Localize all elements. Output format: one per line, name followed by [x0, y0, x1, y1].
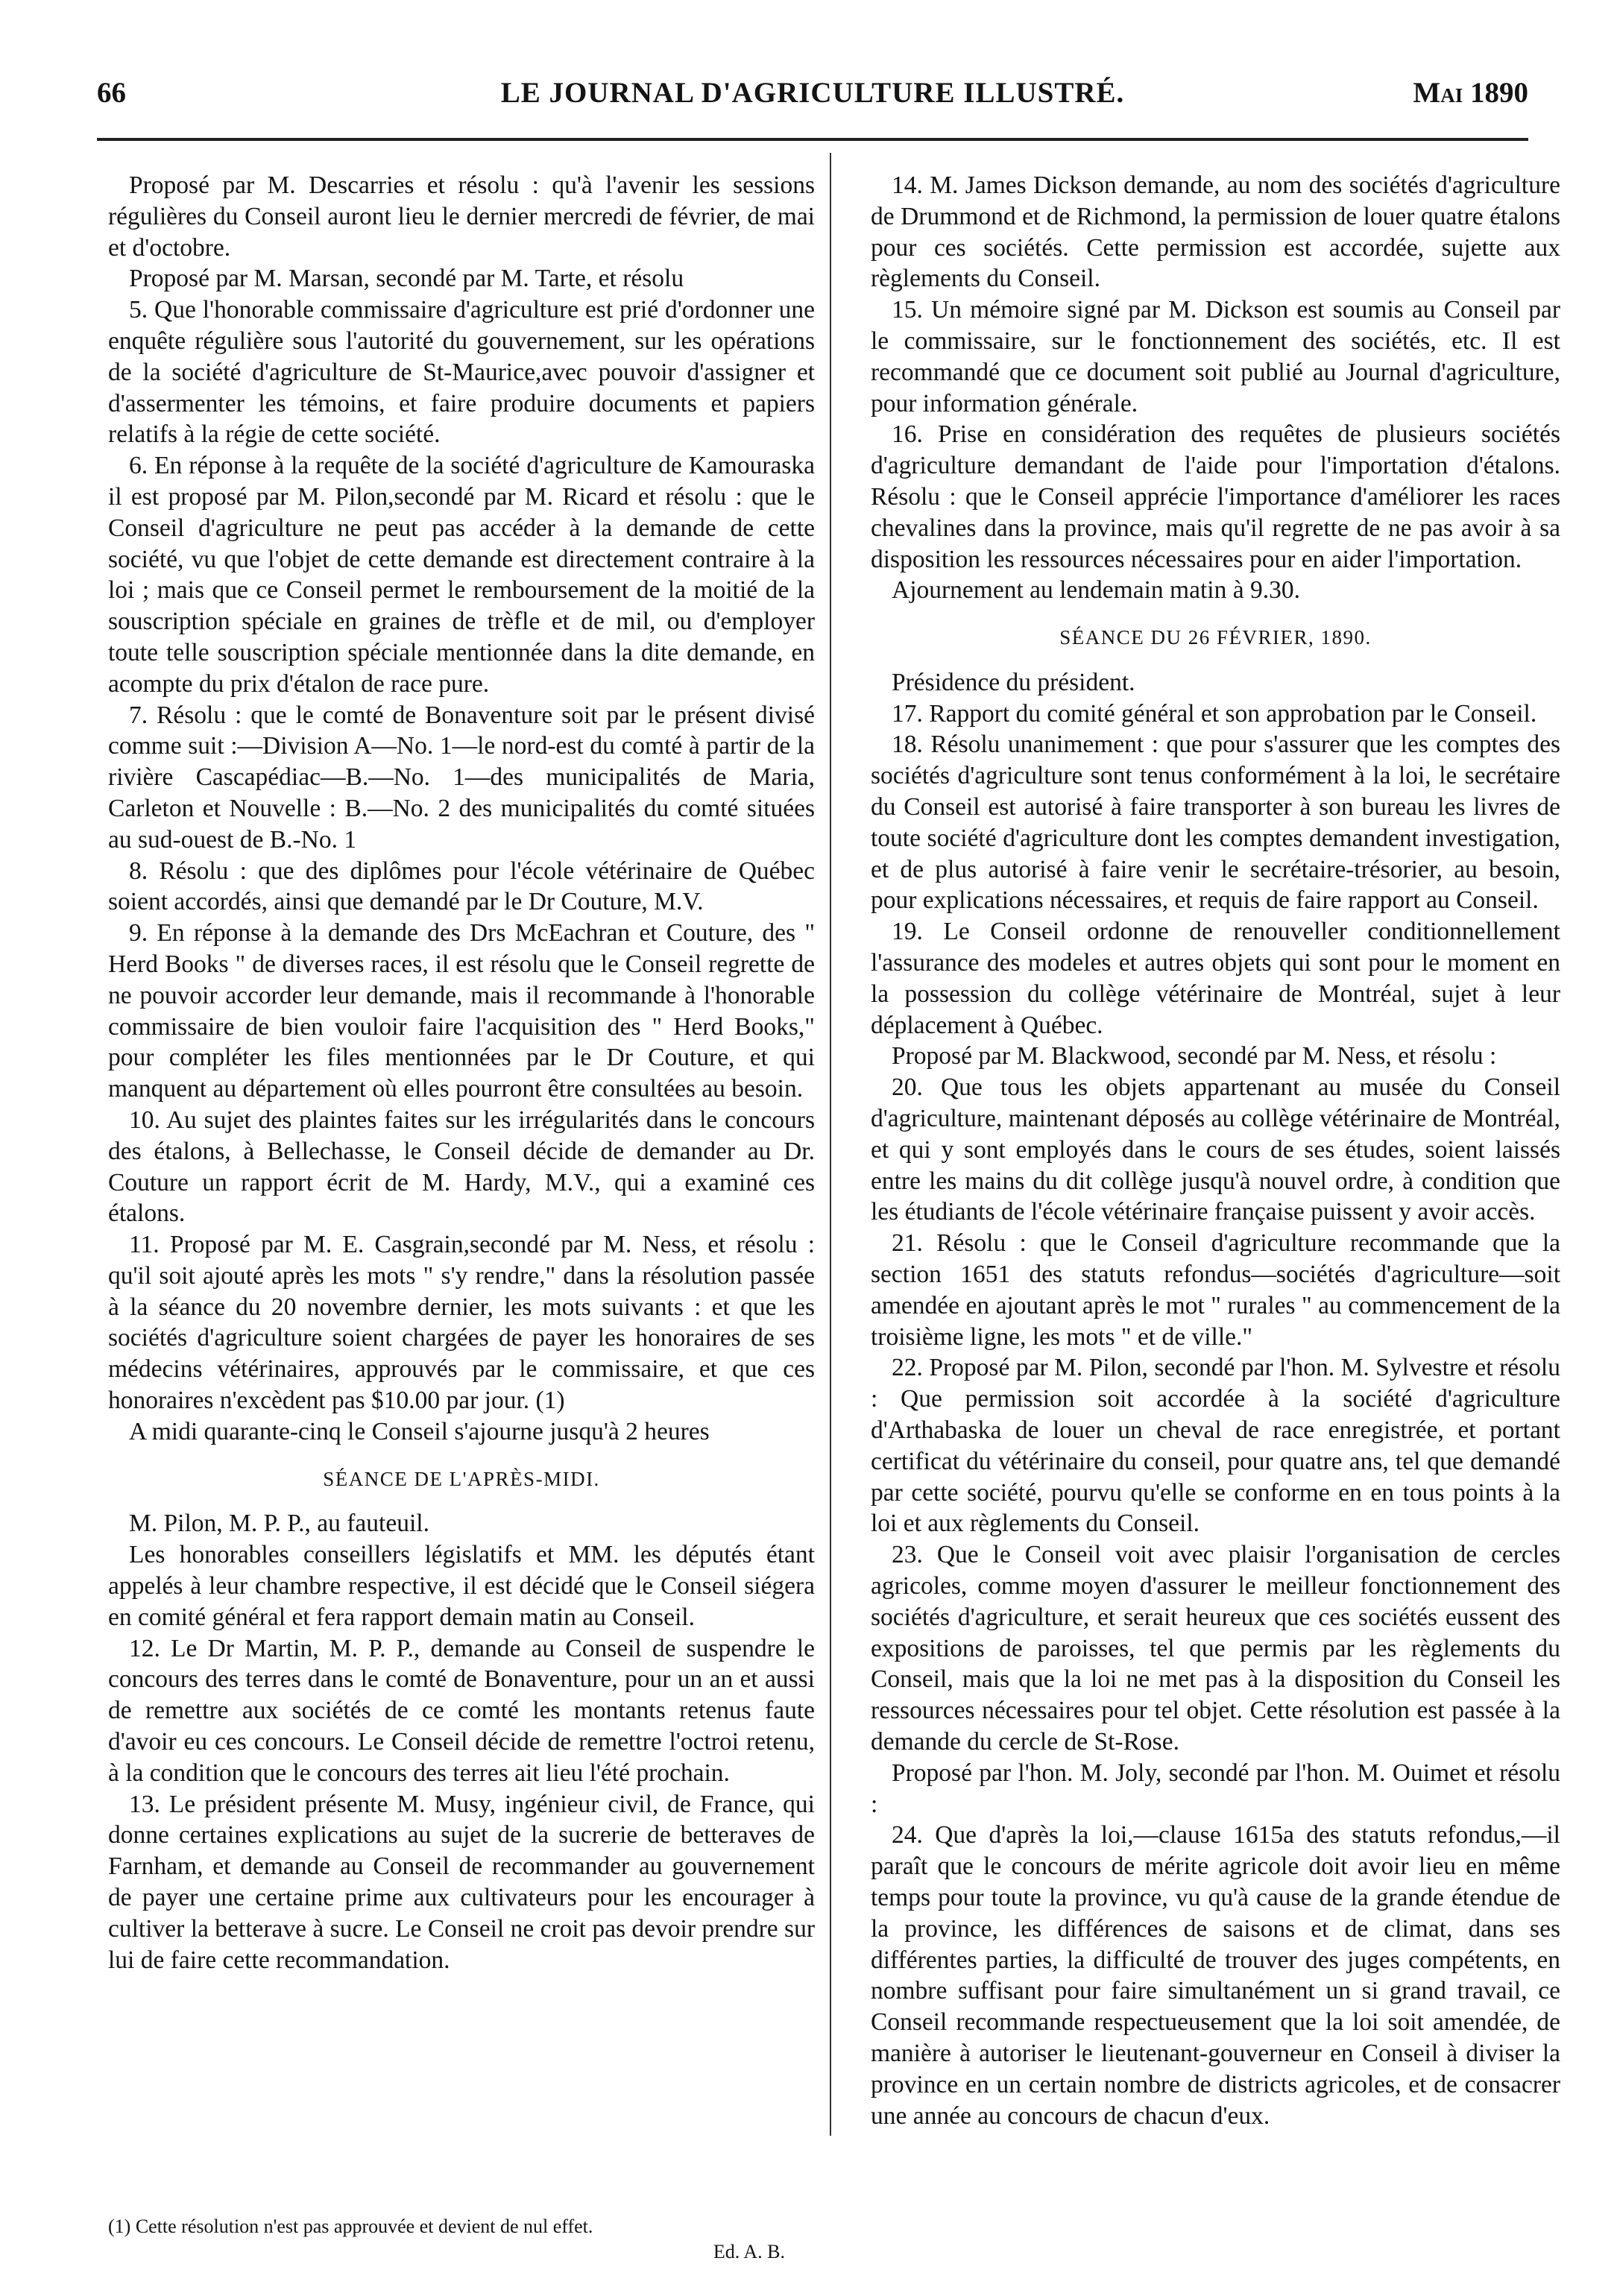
paragraph: 10. Au sujet des plaintes faites sur les irrégularités dans le concours des étalons, à Bellechasse, le Conseil décide de demander au Dr. Couture un rapport écrit de M. Hardy, M.V., qui a examiné ces étalons.	[108, 1106, 815, 1228]
paragraph: 20. Que tous les objets appartenant au musée du Conseil d'agriculture, maintenant déposés au collège vétérinaire de Montréal, et qui y sont employés dans le cours de ses études, soient laissés entre les mains du dit collège jusqu'à nouvel ordre, à condition que les étudiants de l'école vétérinaire française puissent y avoir accès.	[871, 1073, 1560, 1226]
paragraph: 22. Proposé par M. Pilon, secondé par l'hon. M. Sylvestre et résolu : Que permission soit accordée à la société d'agriculture d'Arthabaska de louer un cheval de race enregistrée, et portant certificat du vétérinaire du conseil, pour quatre ans, tel que demandé par cette société, pourvu qu'elle se conforme en en tous points à la loi et aux règlements du Conseil.	[871, 1354, 1560, 1538]
paragraph: 21. Résolu : que le Conseil d'agriculture recommande que la section 1651 des statuts refondus—sociétés d'agriculture—soit amendée en ajoutant après le mot " rurales " au commencement de la troisième ligne, les mots " et de ville."	[871, 1229, 1560, 1351]
paragraph: Les honorables conseillers législatifs et MM. les députés étant appelés à leur chambre respective, il est décidé que le Conseil siégera en comité général et fera rapport demain matin au Conseil.	[108, 1541, 815, 1631]
paragraph: Proposé par M. Blackwood, secondé par M. Ness, et résolu :	[892, 1042, 1497, 1070]
paragraph: 7. Résolu : que le comté de Bonaventure soit par le présent divisé comme suit :—Division A—No. 1—le nord-est du comté à partir de la rivière Cascapédiac—B.—No. 1—des municipalités de Maria, Carleton et Nouvelle : B.—No. 2 des municipalités du comté situées au sud-ouest de B.-No. 1	[108, 701, 815, 854]
section-heading: SÉANCE DU 26 FÉVRIER, 1890.	[1059, 626, 1372, 649]
issue-date: Mai 1890	[1413, 77, 1528, 109]
header-rule	[97, 138, 1528, 141]
page-number: 66	[97, 77, 126, 109]
paragraph: 17. Rapport du comité général et son approbation par le Conseil.	[892, 699, 1537, 728]
paragraph: 15. Un mémoire signé par M. Dickson est soumis au Conseil par le commissaire, sur le fonctionnement des sociétés, etc. Il est recommandé que ce document soit publié au Journal d'agriculture, pour information générale.	[871, 296, 1560, 417]
paragraph: A midi quarante-cinq le Conseil s'ajourne jusqu'à 2 heures	[129, 1417, 710, 1445]
paragraph: Présidence du président.	[892, 668, 1135, 696]
column-divider	[830, 153, 831, 2136]
journal-title: LE JOURNAL D'AGRICULTURE ILLUSTRÉ.	[500, 77, 1125, 109]
editor-signature: Ed. A. B.	[713, 2240, 785, 2262]
paragraph: 6. En réponse à la requête de la société d'agriculture de Kamouraska il est proposé par M. Pilon,secondé par M. Ricard et résolu : que le Conseil d'agriculture ne peut pas accéder à la demande de cette société, vu que l'objet de cette demande est directement contraire à la loi ; mais que ce Conseil permet le remboursement de la moitié de la souscription spéciale en graines de trèfle et de mil, ou d'employer toute telle souscription spéciale mentionnée dans la dite demande, en acompte du prix d'étalon de race pure.	[108, 452, 815, 698]
paragraph: 11. Proposé par M. E. Casgrain,secondé par M. Ness, et résolu : qu'il soit ajouté après les mots " s'y rendre," dans la résolution passée à la séance du 20 novembre dernier, les mots suivants : et que les sociétés d'agriculture soient chargées de payer les honoraires de ses médecins vétérinaires, approuvés par le commissaire, et que ces honoraires n'excèdent pas $10.00 par jour. (1)	[108, 1231, 815, 1415]
paragraph: M. Pilon, M. P. P., au fauteuil.	[129, 1510, 429, 1538]
paragraph: Ajournement au lendemain matin à 9.30.	[892, 576, 1300, 605]
left-column	[108, 170, 815, 1975]
paragraph: 13. Le président présente M. Musy, ingénieur civil, de France, qui donne certaines explications au sujet de la sucrerie de betteraves de Farnham, et demande au Conseil de recommander au gouvernement de payer une certaine prime aux cultivateurs pour les encourager à cultiver la betterave à sucre. Le Conseil ne croit pas devoir prendre sur lui de faire cette recommandation.	[108, 1790, 815, 1974]
paragraph: 16. Prise en considération des requêtes de plusieurs sociétés d'agriculture demandant de l'aide pour l'importation d'étalons. Résolu : que le Conseil apprécie l'importance d'améliorer les races chevalines dans la province, mais qu'il regrette de ne pas avoir à sa disposition les ressources nécessaires pour en aider l'importation.	[871, 420, 1560, 573]
paragraph: 12. Le Dr Martin, M. P. P., demande au Conseil de suspendre le concours des terres dans le comté de Bonaventure, pour un an et aussi de remettre aux sociétés de ce comté les montants retenus faute d'avoir eu ces concours. Le Conseil décide de remettre l'octroi retenu, à la condition que le concours des terres ait lieu l'été prochain.	[108, 1634, 815, 1787]
paragraph: 23. Que le Conseil voit avec plaisir l'organisation de cercles agricoles, comme moyen d'assurer le meilleur fonctionnement des sociétés d'agriculture, et serait heureux que ces sociétés eussent des expositions de paroisses, tel que permis par les règlements du Conseil, mais que la loi ne met pas à la disposition du Conseil les ressources nécessaires pour tel objet. Cette résolution est passée à la demande du cercle de St-Rose.	[871, 1541, 1560, 1756]
paragraph: 9. En réponse à la demande des Drs McEachran et Couture, des " Herd Books " de diverses races, il est résolu que le Conseil regrette de ne pouvoir accorder leur demande, mais il recommande à l'honorable commissaire de bien vouloir faire l'acquisition des " Herd Books," pour compléter les files mentionnées par le Dr Couture, et qui manquent au département où elles pourront être consultées au besoin.	[108, 919, 815, 1103]
paragraph: 19. Le Conseil ordonne de renouveller conditionnellement l'assurance des modeles et autres objets qui sont pour le moment en la possession du collège vétérinaire de Montréal, sujet à leur déplacement à Québec.	[871, 918, 1560, 1039]
paragraph: Proposé par M. Descarries et résolu : qu'à l'avenir les sessions régulières du Conseil auront lieu le dernier mercredi de février, de mai et d'octobre.	[108, 171, 815, 262]
paragraph: 8. Résolu : que des diplômes pour l'école vétérinaire de Québec soient accordés, ainsi que demandé par le Dr Couture, M.V.	[108, 857, 815, 916]
paragraph: 24. Que d'après la loi,—clause 1615a des statuts refondus,—il paraît que le concours de mérite agricole doit avoir lieu en même temps pour toute la province, vu qu'à cause de la grande étendue de la province, les différences de saisons et de climat, dans ses différentes parties, la difficulté de trouver des juges compétents, en nombre suffisant pour faire simultanément un si grand travail, ce Conseil recommande respectueusement que la loi soit amendée, de manière à autoriser le lieutenant-gouverneur en Conseil à diviser la province en un certain nombre de districts agricoles, et de consacrer une année au concours de chacun d'eux.	[871, 1821, 1560, 2130]
paragraph: Proposé par M. Marsan, secondé par M. Tarte, et résolu	[129, 265, 684, 293]
right-column	[871, 170, 1560, 2131]
paragraph: Proposé par l'hon. M. Joly, secondé par l'hon. M. Ouimet et résolu :	[871, 1759, 1560, 1818]
running-header	[97, 69, 1528, 121]
paragraph: 18. Résolu unanimement : que pour s'assurer que les comptes des sociétés d'agriculture sont tenus conformément à la loi, le secrétaire du Conseil est autorisé à faire transporter à son bureau les livres de toute société d'agriculture dont les comptes demandent investigation, et de plus autorisé à faire venir le secrétaire-trésorier, au besoin, pour explications nécessaires, et requis de faire rapport au Conseil.	[871, 731, 1560, 915]
paragraph: 14. M. James Dickson demande, au nom des sociétés d'agriculture de Drummond et de Richmond, la permission de louer quatre étalons pour ces sociétés. Cette permission est accordée, sujette aux règlements du Conseil.	[871, 171, 1560, 293]
section-heading: SÉANCE DE L'APRÈS-MIDI.	[323, 1467, 600, 1490]
footnote	[108, 2214, 815, 2265]
footnote-text: (1) Cette résolution n'est pas approuvée et devient de nul effet.	[108, 2215, 593, 2237]
paragraph: 5. Que l'honorable commissaire d'agriculture est prié d'ordonner une enquête régulière sous l'autorité du gouvernement, sur les opérations de la société d'agriculture de St-Maurice,avec pouvoir d'assigner et d'assermenter les témoins, et faire produire documents et papiers relatifs à la régie de cette société.	[108, 296, 815, 449]
